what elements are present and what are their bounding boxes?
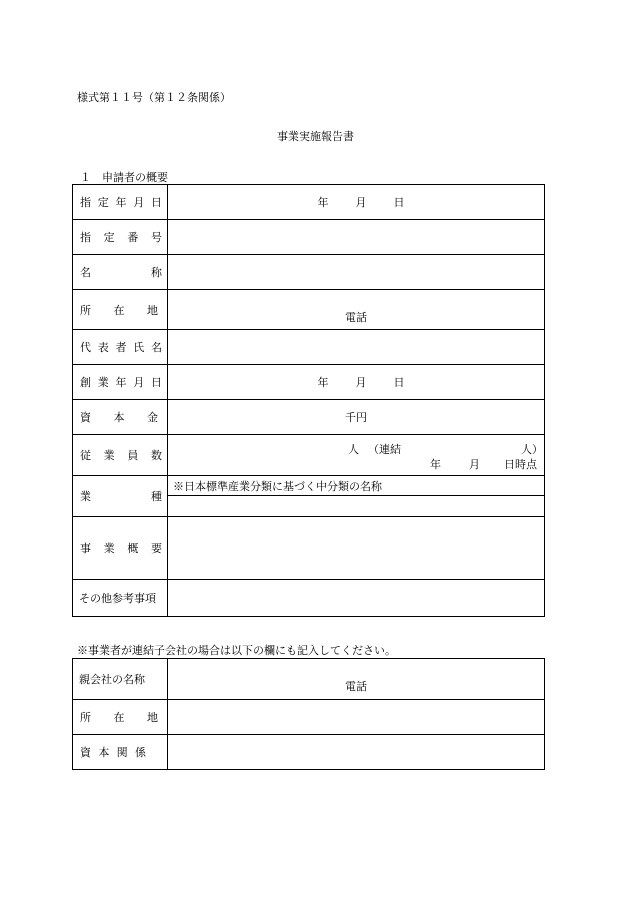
employees-row [73,435,545,476]
representative-field[interactable] [168,330,545,365]
industry-row [73,476,545,496]
founding-date-label: 創 業 年 月 日 [80,376,162,389]
capital-relation-label: 資 本 関 係 [80,746,146,759]
name-row [73,255,545,290]
capital-unit: 千円 [345,411,367,424]
employees-field[interactable]: 人 （連結 人） 年 月 日時点 [168,435,545,476]
document-title: 事業実施報告書 [277,130,354,143]
address-field[interactable] [168,290,545,330]
capital-relation-field[interactable] [168,735,545,770]
other-label: その他参考事項 [79,592,156,605]
capital-field[interactable] [168,400,545,435]
business-summary-row [73,517,545,580]
address-label: 所 在 地 [80,303,158,317]
parent-name-field[interactable] [168,659,545,700]
representative-row [73,330,545,365]
section-heading: １ 申請者の概要 [80,171,168,184]
parent-address-row [73,700,545,735]
designation-number-label: 指 定 番 号 [80,231,162,244]
address-phone-label: 電話 [345,310,367,324]
other-row [73,580,545,617]
designation-number-row [73,220,545,255]
parent-company-table [72,658,545,770]
founding-date-row [73,365,545,400]
form-number: 様式第１１号（第１２条関係） [77,91,231,104]
founding-date-field[interactable]: 年 月 日 [168,365,545,400]
address-row [73,290,545,330]
name-field[interactable] [168,255,545,290]
capital-row [73,400,545,435]
parent-name-label: 親会社の名称 [79,673,145,686]
designation-number-field[interactable] [168,220,545,255]
industry-field[interactable] [168,496,545,517]
parent-address-label: 所 在 地 [80,711,158,724]
capital-relation-row [73,735,545,770]
business-summary-label: 事 業 概 要 [80,542,162,555]
subsidiary-note: ※事業者が連結子会社の場合は以下の欄にも記入してください。 [77,644,396,657]
industry-note: ※日本標準産業分類に基づく中分類の名称 [173,479,382,493]
designation-date-row [73,185,545,220]
industry-label: 業 種 [80,490,162,503]
business-summary-field[interactable] [168,517,545,580]
designation-date-field[interactable]: 年 月 日 [168,185,545,220]
parent-address-field[interactable] [168,700,545,735]
employees-label: 従 業 員 数 [80,449,162,462]
capital-label: 資 本 金 [80,411,158,424]
designation-date-label: 指 定 年 月 日 [80,196,162,209]
representative-label: 代 表 者 氏 名 [80,341,162,354]
industry-note-cell [168,476,545,496]
applicant-overview-table [72,184,545,617]
name-label: 名 称 [80,266,162,279]
parent-name-row [73,659,545,700]
parent-phone-label: 電話 [345,680,367,693]
other-field[interactable] [168,580,545,617]
